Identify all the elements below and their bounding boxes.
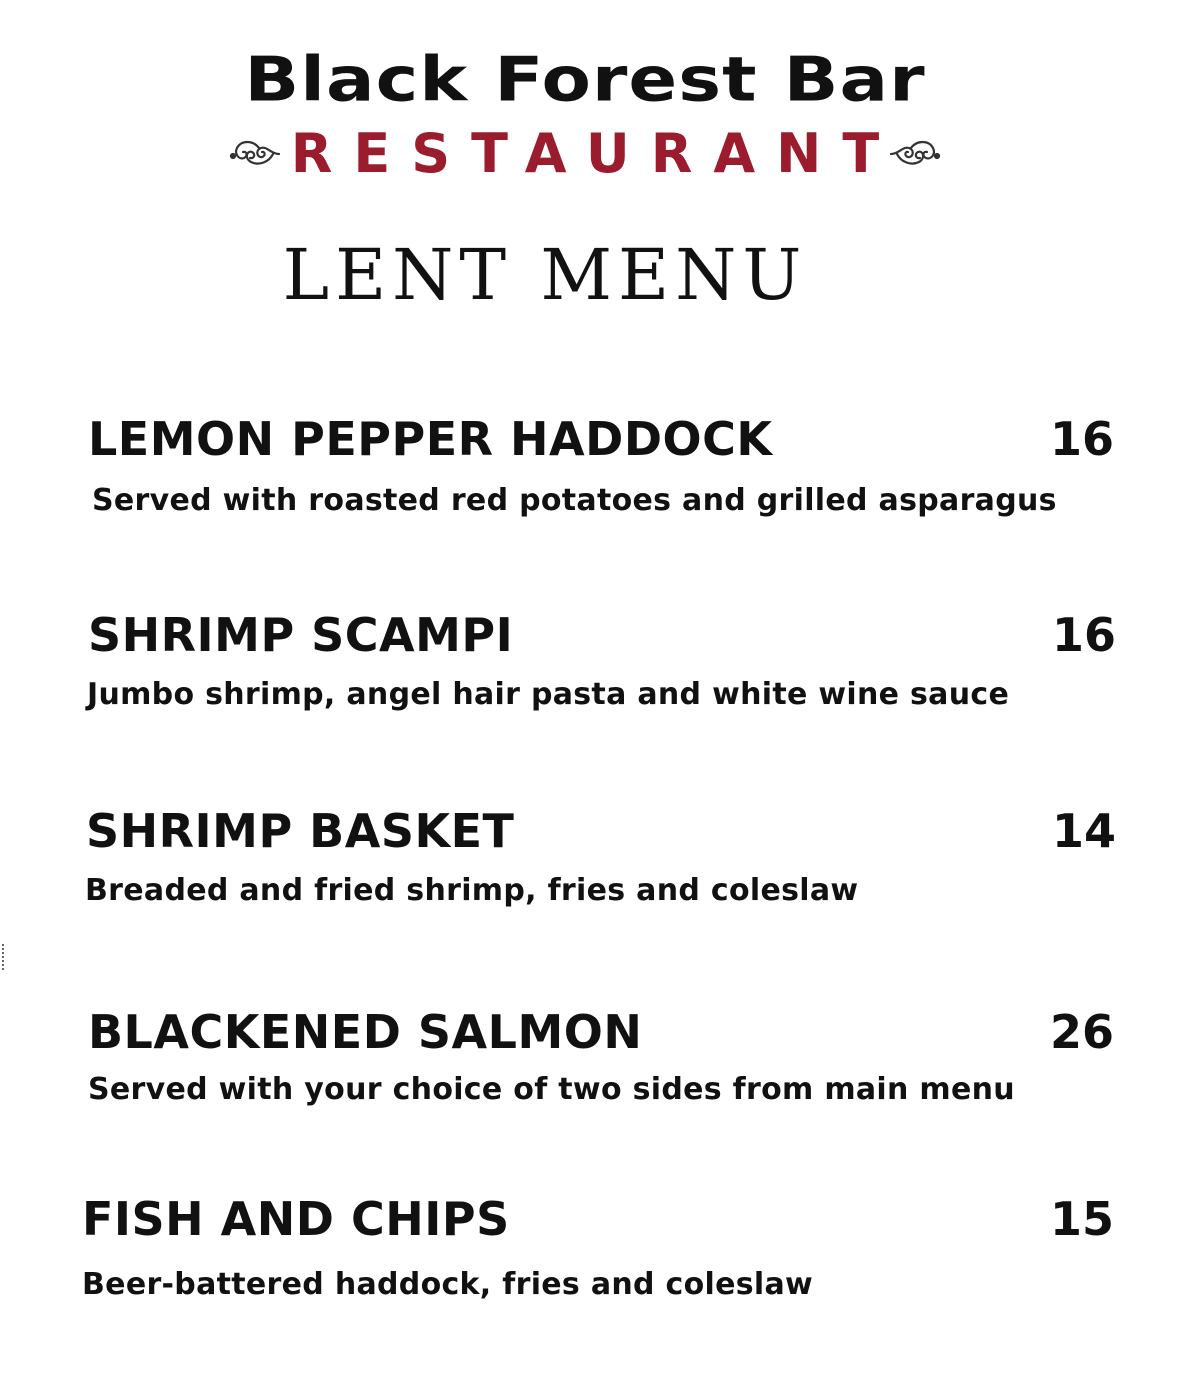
logo-subtitle-row	[185, 124, 985, 184]
menu-item-name: FISH AND CHIPS	[82, 1192, 510, 1246]
menu-item-price: 15	[1050, 1192, 1115, 1246]
menu-item-description: Beer-battered haddock, fries and coleslaw	[82, 1267, 814, 1302]
logo-subtitle: RESTAURANT	[290, 122, 901, 185]
menu-item-name: LEMON PEPPER HADDOCK	[88, 412, 773, 466]
menu-item-description: Served with roasted red potatoes and grilled asparagus	[92, 483, 1057, 518]
edge-mark	[2, 944, 6, 970]
menu-item-price: 26	[1050, 1005, 1115, 1059]
flourish-right-icon	[889, 134, 941, 174]
menu-item-name: BLACKENED SALMON	[88, 1005, 643, 1059]
menu-item-description: Served with your choice of two sides from main menu	[88, 1072, 1015, 1107]
menu-item-description: Jumbo shrimp, angel hair pasta and white wine sauce	[87, 677, 1010, 712]
menu-item-price: 16	[1052, 608, 1117, 662]
menu-item-price: 14	[1052, 804, 1117, 858]
menu-item-name: SHRIMP SCAMPI	[88, 608, 514, 662]
menu-title: LENT MENU	[282, 234, 808, 316]
menu-item-description: Breaded and fried shrimp, fries and coleslaw	[85, 873, 859, 908]
menu-item-name: SHRIMP BASKET	[86, 804, 515, 858]
flourish-left-icon	[229, 134, 281, 174]
logo-title: Black Forest Bar	[244, 42, 926, 116]
menu-item-price: 16	[1050, 412, 1115, 466]
